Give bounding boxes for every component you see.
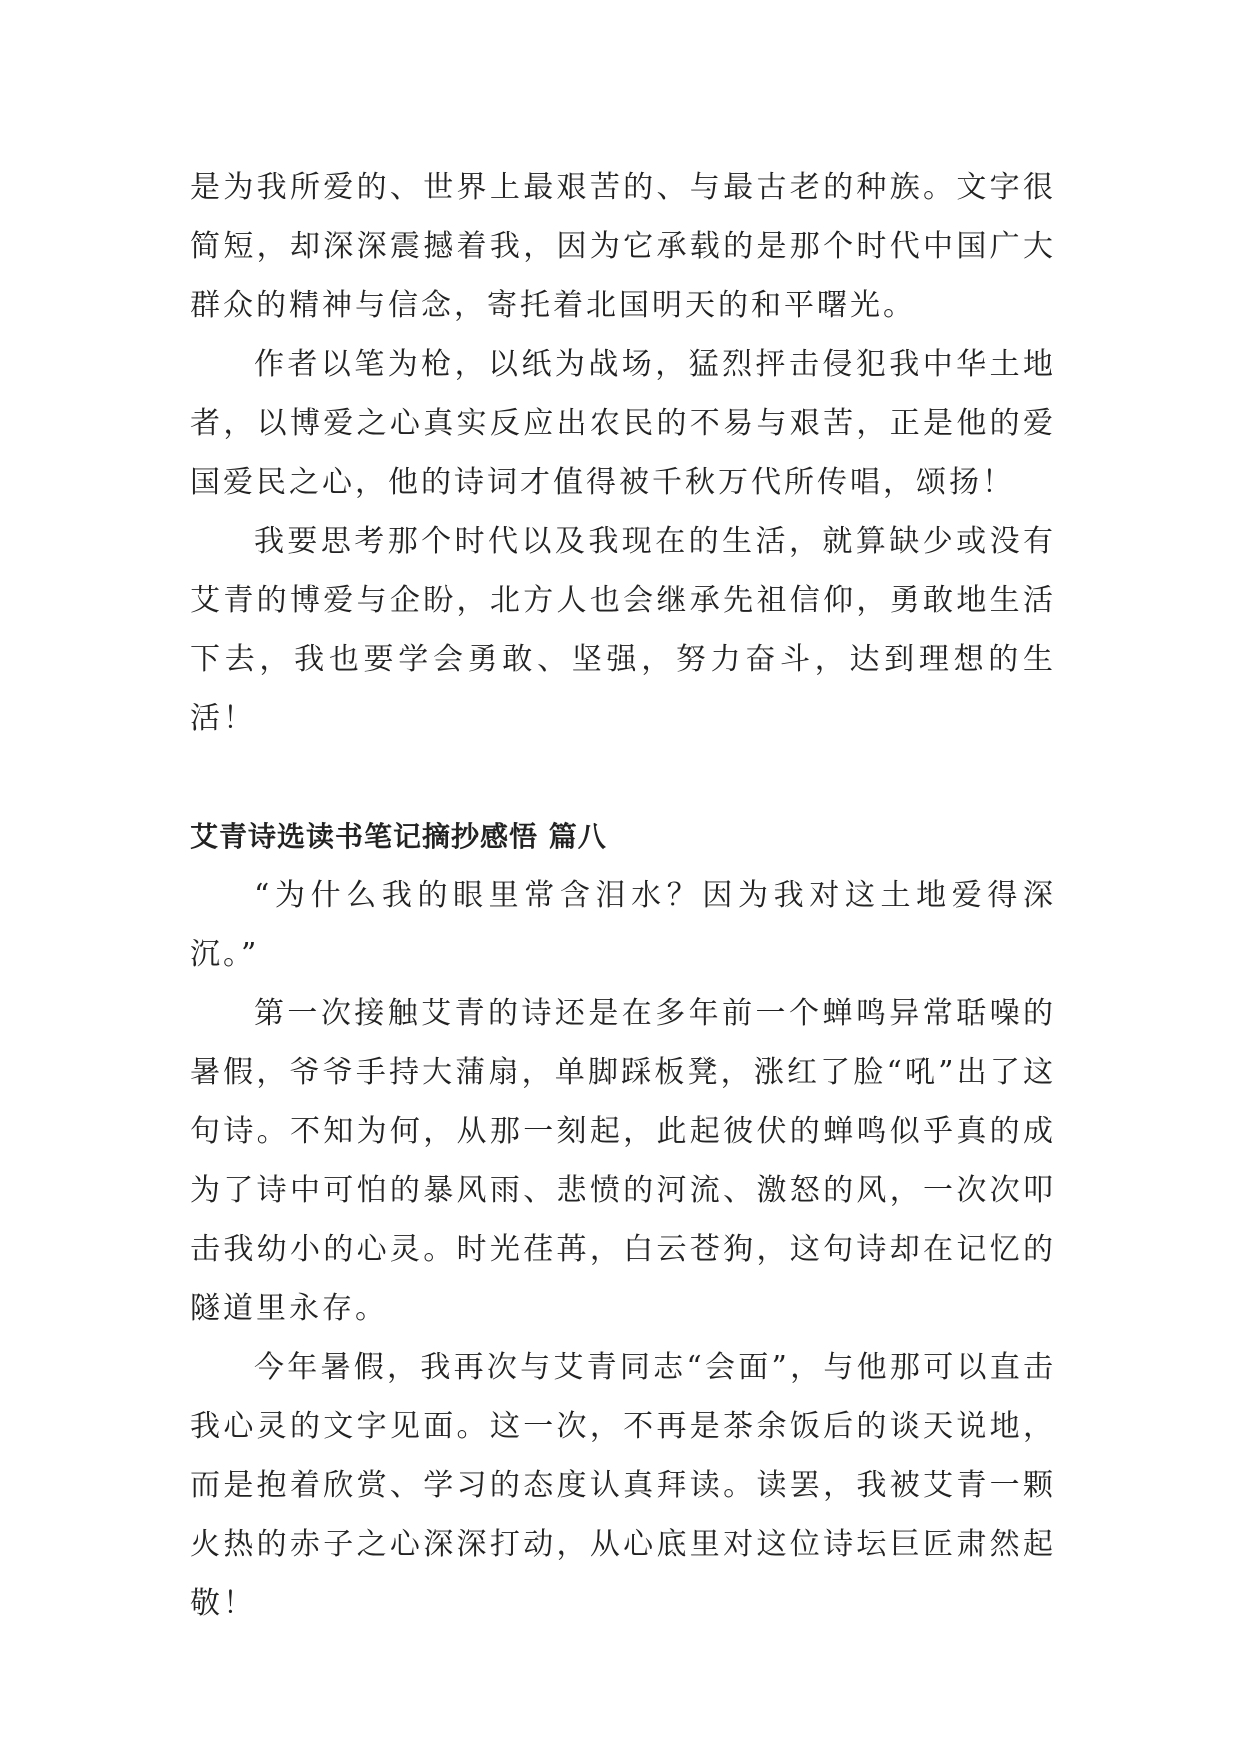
document-body bbox=[190, 158, 1056, 1633]
section-heading: 艾青诗选读书笔记摘抄感悟 篇八 bbox=[190, 820, 607, 853]
paragraph-first-encounter: 第一次接触艾青的诗还是在多年前一个蝉鸣异常聒噪的暑假，爷爷手持大蒲扇，单脚踩板凳，涨红了脸“吼”出了这句诗。不知为何，从那一刻起，此起彼伏的蝉鸣似乎真的成为了诗中可怕的暴风雨、悲愤的河流、激怒的风，一次次叩击我幼小的心灵。时光荏苒，白云苍狗，这句诗却在记忆的隧道里永存。 bbox=[190, 996, 1056, 1326]
paragraph-quote: “为什么我的眼里常含泪水？因为我对这土地爱得深沉。” bbox=[190, 878, 1056, 972]
paragraph-summer-reading: 今年暑假，我再次与艾青同志“会面”，与他那可以直击我心灵的文字见面。这一次，不再是茶余饭后的谈天说地，而是抱着欣赏、学习的态度认真拜读。读罢，我被艾青一颗火热的赤子之心深深打动，从心底里对这位诗坛巨匠肃然起敬！ bbox=[190, 1350, 1056, 1621]
paragraph-reflection: 我要思考那个时代以及我现在的生活，就算缺少或没有艾青的博爱与企盼，北方人也会继承先祖信仰，勇敢地生活下去，我也要学会勇敢、坚强，努力奋斗，达到理想的生活！ bbox=[190, 524, 1056, 736]
paragraph-author-pen: 作者以笔为枪，以纸为战场，猛烈抨击侵犯我中华土地者，以博爱之心真实反应出农民的不易与艰苦，正是他的爱国爱民之心，他的诗词才值得被千秋万代所传唱，颂扬！ bbox=[190, 347, 1056, 500]
paragraph-continuation: 是为我所爱的、世界上最艰苦的、与最古老的种族。文字很简短，却深深震撼着我，因为它承载的是那个时代中国广大群众的精神与信念，寄托着北国明天的和平曙光。 bbox=[190, 170, 1056, 323]
